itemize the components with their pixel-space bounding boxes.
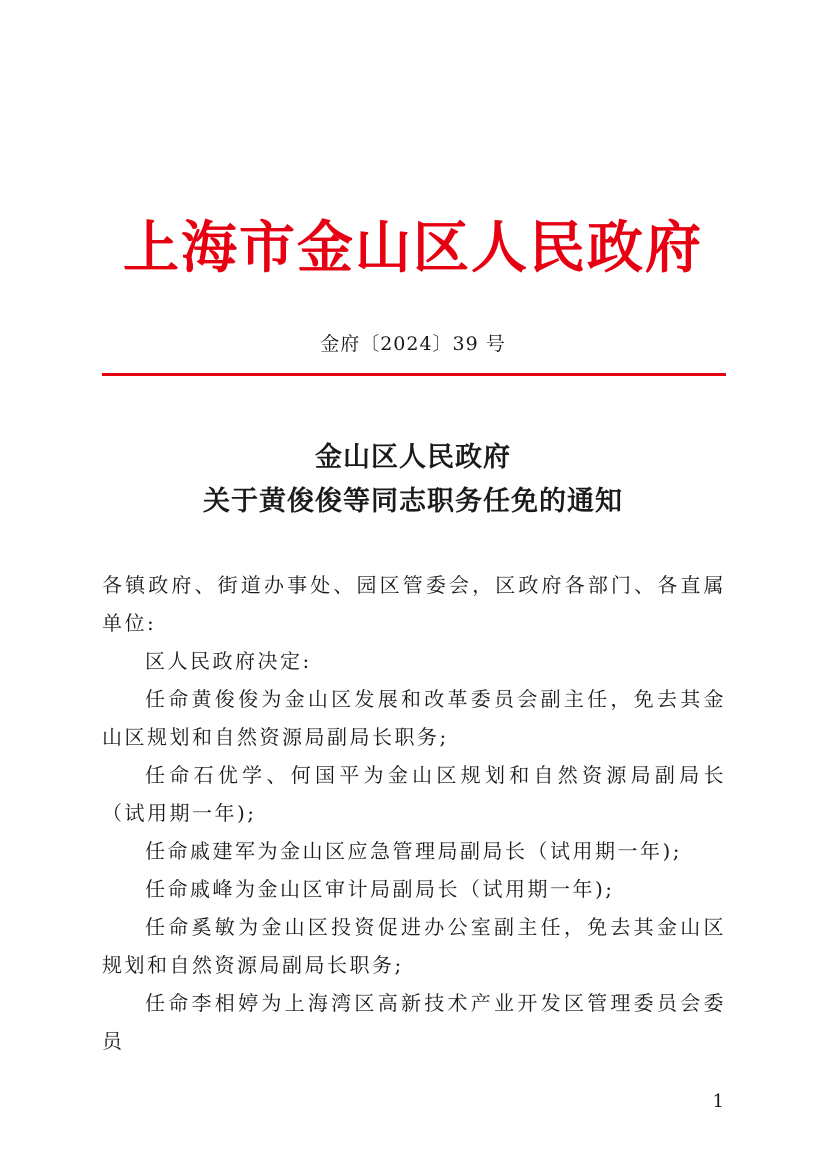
salutation: 各镇政府、街道办事处、园区管委会，区政府各部门、各直属单位: bbox=[102, 573, 726, 635]
document-body bbox=[102, 566, 726, 1060]
body-paragraph: 任命石优学、何国平为金山区规划和自然资源局副局长（试用期一年); bbox=[102, 763, 726, 825]
body-paragraph: 任命奚敏为金山区投资促进办公室副主任，免去其金山区规划和自然资源局副局长职务; bbox=[102, 915, 726, 977]
body-paragraph: 任命戚建军为金山区应急管理局副局长（试用期一年); bbox=[145, 839, 683, 863]
red-divider-line bbox=[102, 373, 726, 376]
body-paragraph: 任命戚峰为金山区审计局副局长（试用期一年); bbox=[145, 877, 615, 901]
title-line-1: 金山区人民政府 bbox=[315, 442, 511, 473]
document-title bbox=[0, 436, 826, 524]
title-line-2: 关于黄俊俊等同志职务任免的通知 bbox=[203, 486, 623, 517]
issuer-masthead: 上海市金山区人民政府 bbox=[123, 215, 703, 281]
body-paragraph: 任命黄俊俊为金山区发展和改革委员会副主任，免去其金山区规划和自然资源局副局长职务; bbox=[102, 687, 726, 749]
document-number: 金府〔2024〕39 号 bbox=[320, 333, 506, 355]
body-paragraph: 任命李相婷为上海湾区高新技术产业开发区管理委员会委员 bbox=[102, 991, 726, 1053]
body-paragraph: 区人民政府决定: bbox=[145, 649, 312, 673]
page-number: 1 bbox=[712, 1091, 724, 1112]
